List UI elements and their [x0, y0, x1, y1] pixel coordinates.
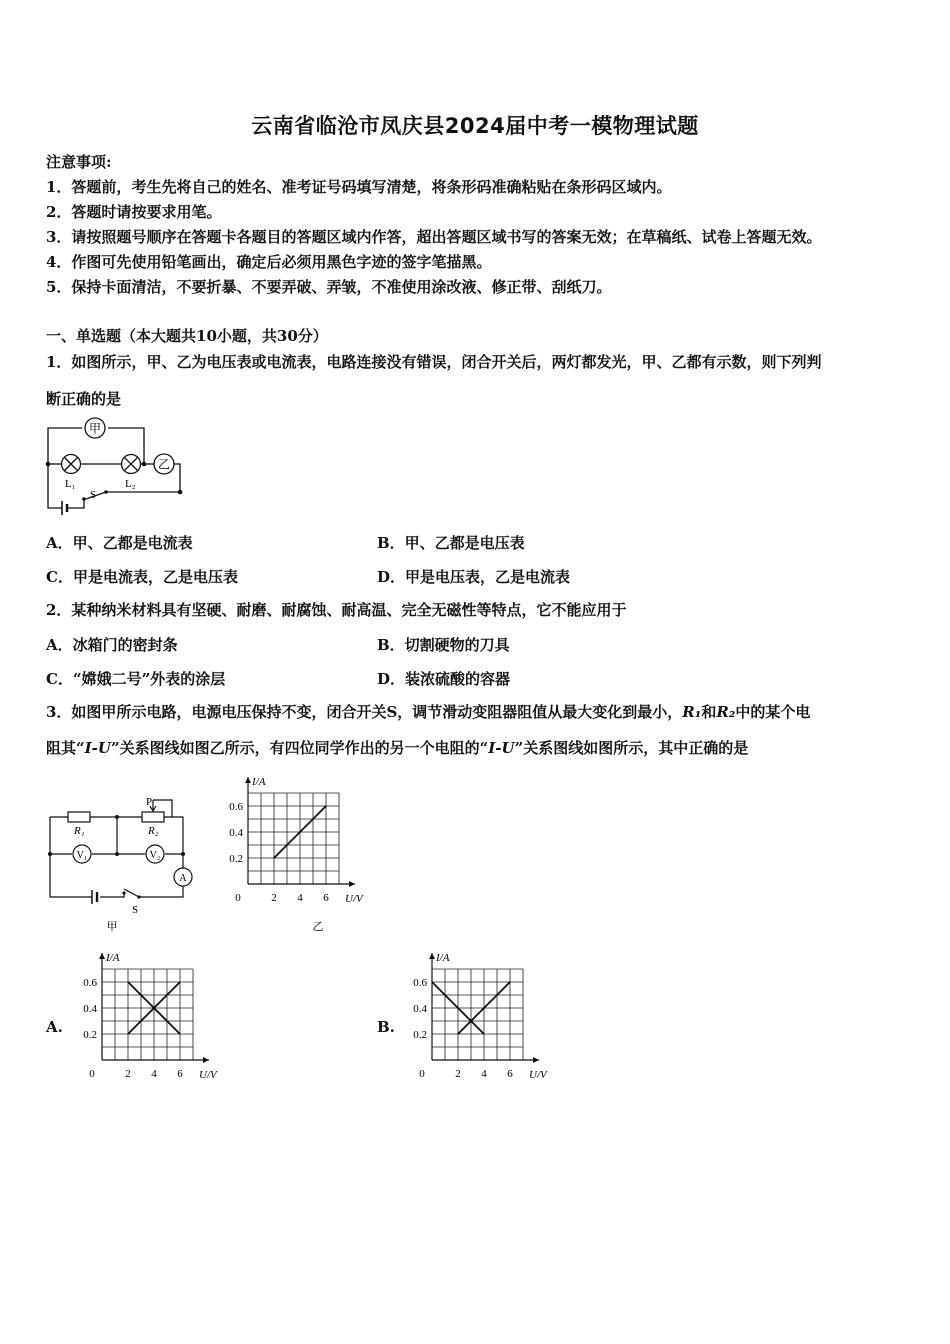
y-tick-label: 0.6	[413, 977, 427, 989]
q3-text: 阻其“	[46, 739, 85, 757]
q1-option-d[interactable]: D．甲是电压表，乙是电流表	[377, 568, 571, 586]
x-tick-label: 2	[125, 1068, 131, 1080]
y-tick-label: 0.6	[83, 977, 97, 989]
x-axis-label: U/V	[345, 893, 363, 905]
x-tick-label: 6	[507, 1068, 513, 1080]
y-tick-label: 0.4	[413, 1003, 427, 1015]
q1-option-a[interactable]: A．甲、乙都是电流表	[46, 534, 193, 552]
q1-circuit-figure	[40, 415, 190, 520]
q1-option-b[interactable]: B．甲、乙都是电压表	[377, 534, 525, 552]
page-title: 云南省临沧市凤庆县2024届中考一模物理试题	[251, 114, 699, 138]
notice-item: 5．保持卡面清洁，不要折暴、不要弄破、弄皱，不准使用涂改液、修正带、刮纸刀。	[46, 278, 612, 296]
y-tick-label: 0.6	[229, 801, 243, 813]
notice-item: 2．答题时请按要求用笔。	[46, 203, 222, 221]
r1-symbol: R₁	[682, 703, 702, 721]
origin-label: 0	[235, 892, 241, 904]
y-axis-label: I/A	[252, 776, 266, 788]
q2-option-d[interactable]: D．装浓硫酸的容器	[377, 670, 511, 688]
q3-stem-line2	[46, 738, 748, 758]
notice-item: 1．答题前，考生先将自己的姓名、准考证号码填写清楚，将条形码准确粘贴在条形码区域内。	[46, 178, 672, 196]
iu-symbol: I-U	[488, 739, 515, 757]
origin-label: 0	[419, 1068, 425, 1080]
q3-circuit-figure	[40, 792, 200, 937]
lamp-l1-label: L₁	[65, 478, 76, 490]
x-tick-label: 2	[271, 892, 277, 904]
q3-option-b-label[interactable]: B.	[377, 1018, 395, 1036]
y-tick-label: 0.2	[229, 853, 243, 865]
x-axis-arrow-icon	[349, 881, 355, 887]
q3-option-a-label[interactable]: A.	[46, 1018, 63, 1036]
iu-symbol: I-U	[84, 739, 111, 757]
switch-icon	[124, 889, 139, 897]
y-axis-label: I/A	[436, 952, 450, 964]
y-axis-arrow-icon	[429, 953, 435, 959]
q3-stem-line1	[46, 702, 810, 722]
x-axis-arrow-icon	[533, 1057, 539, 1063]
meter-jia-label: 甲	[88, 421, 102, 436]
switch-label: S	[90, 489, 97, 501]
resistor-r2-icon	[142, 812, 164, 822]
y-tick-label: 0.2	[413, 1029, 427, 1041]
q3-text: 3．如图甲所示电路，电源电压保持不变，闭合开关S，调节滑动变阻器阻值从最大变化到最小，	[46, 703, 683, 721]
notice-heading: 注意事项:	[46, 153, 112, 171]
graph-option-b[interactable]	[406, 952, 576, 1087]
y-axis-arrow-icon	[99, 953, 105, 959]
q2-option-b[interactable]: B．切割硬物的刀具	[377, 636, 510, 654]
q1-stem-line1: 1．如图所示，甲、乙为电压表或电流表，电路连接没有错误，闭合开关后，两灯都发光，甲、乙都有示数，则下列判	[46, 353, 822, 371]
q1-option-c[interactable]: C．甲是电流表，乙是电压表	[46, 568, 238, 586]
y-axis-label: I/A	[106, 952, 120, 964]
y-tick-label: 0.2	[83, 1029, 97, 1041]
x-tick-label: 6	[323, 892, 329, 904]
y-axis-arrow-icon	[245, 777, 251, 783]
slider-p-label: P	[146, 796, 153, 808]
x-tick-label: 4	[481, 1068, 487, 1080]
ammeter-label: A	[179, 873, 187, 884]
origin-label: 0	[89, 1068, 95, 1080]
section-heading: 一、单选题（本大题共10小题，共30分）	[46, 327, 328, 345]
notice-item: 3．请按照题号顺序在答题卡各题目的答题区域内作答，超出答题区域书写的答案无效；在草稿纸、试卷上答题无效。	[46, 228, 822, 246]
x-axis-label: U/V	[199, 1069, 217, 1081]
y-tick-label: 0.4	[229, 827, 243, 839]
x-tick-label: 4	[297, 892, 303, 904]
resistor-r1-icon	[68, 812, 90, 822]
x-axis-arrow-icon	[203, 1057, 209, 1063]
q3-text: 中的某个电	[735, 703, 811, 721]
graph-yi	[222, 770, 387, 935]
notice-item: 4．作图可先使用铅笔画出，确定后必须用黑色字迹的签字笔描黑。	[46, 253, 492, 271]
q1-stem-line2: 断正确的是	[46, 390, 122, 408]
x-axis-label: U/V	[529, 1069, 547, 1081]
q2-stem: 2．某种纳米材料具有坚硬、耐磨、耐腐蚀、耐高温、完全无磁性等特点，它不能应用于	[46, 601, 627, 619]
r2-label: R₂	[148, 825, 159, 837]
q2-option-c[interactable]: C．“嫦娥二号”外表的涂层	[46, 670, 226, 688]
q3-text: ”关系图线如图乙所示，有四位同学作出的另一个电阻的“	[110, 739, 489, 757]
q3-text: 和	[701, 703, 717, 721]
y-tick-label: 0.4	[83, 1003, 97, 1015]
x-tick-label: 2	[455, 1068, 461, 1080]
r2-symbol: R₂	[716, 703, 736, 721]
lamp-l2-label: L₂	[125, 478, 136, 490]
q3-text: ”关系图线如图所示，其中正确的是	[514, 739, 749, 757]
meter-yi-label: 乙	[157, 457, 171, 472]
v2-label: V₂	[149, 850, 161, 861]
graph-caption: 乙	[312, 921, 324, 933]
q2-option-a[interactable]: A．冰箱门的密封条	[46, 636, 178, 654]
circuit-caption: 甲	[106, 921, 118, 933]
r1-label: R₁	[74, 825, 85, 837]
v1-label: V₁	[76, 850, 88, 861]
x-tick-label: 6	[177, 1068, 183, 1080]
graph-option-a[interactable]	[76, 952, 246, 1087]
switch-label: S	[132, 904, 139, 916]
x-tick-label: 4	[151, 1068, 157, 1080]
